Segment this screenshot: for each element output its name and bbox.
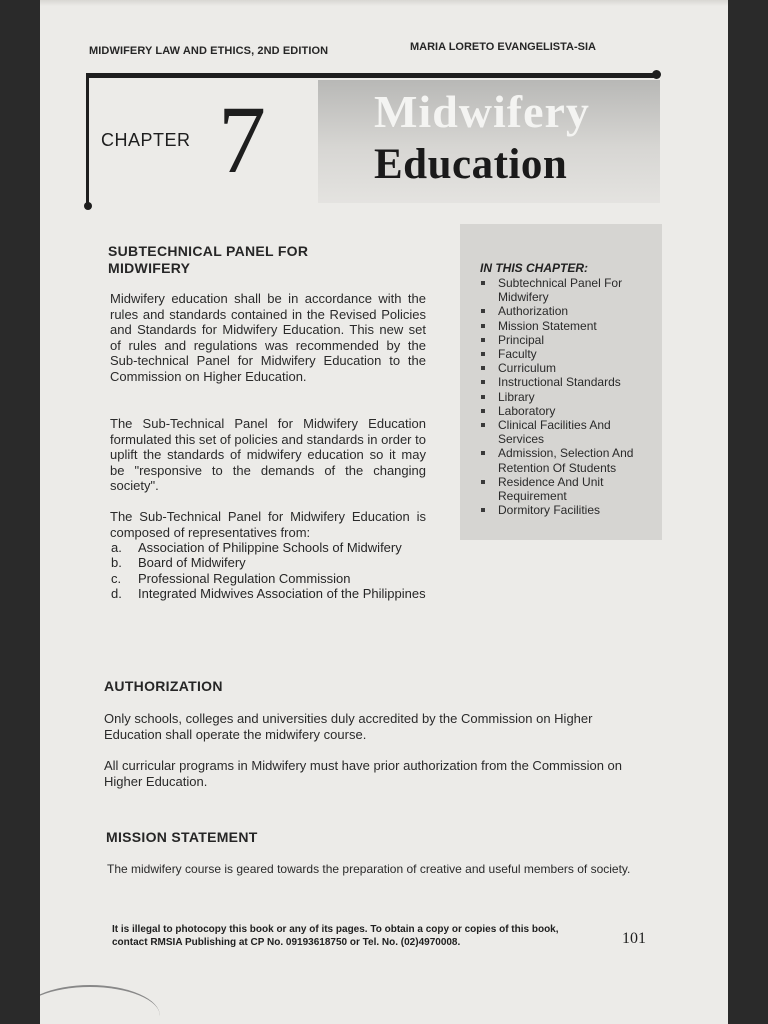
in-this-chapter-list xyxy=(480,276,660,517)
paragraph-subtechnical-1: Midwifery education shall be in accordance with the rules and standards contained in the Revised Policies and Standards for Midwifery Education. This new set of rules and regulations was recommended by the Sub-technical Panel for Midwifery Education to the Commission on Higher Education. xyxy=(110,291,426,384)
chapter-header-side-rule xyxy=(86,75,89,207)
running-header-author: MARIA LORETO EVANGELISTA-SIA xyxy=(410,41,596,53)
bullet-icon xyxy=(481,423,485,427)
section-heading-mission-statement: MISSION STATEMENT xyxy=(106,829,258,845)
list-item: Library xyxy=(480,390,660,404)
paragraph-subtechnical-2: The Sub-Technical Panel for Midwifery Education formulated this set of policies and standards in order to uplift the standards of midwifery education so it may be "responsive to the demands of the changing society". xyxy=(110,416,426,494)
chapter-header-side-rule-end xyxy=(84,202,92,210)
list-item: Faculty xyxy=(480,347,660,361)
chapter-number: 7 xyxy=(218,86,266,193)
bullet-icon xyxy=(481,324,485,328)
bullet-icon xyxy=(481,366,485,370)
section-heading-authorization: AUTHORIZATION xyxy=(104,678,223,694)
bullet-icon xyxy=(481,380,485,384)
bullet-icon xyxy=(481,309,485,313)
bullet-icon xyxy=(481,338,485,342)
bullet-icon xyxy=(481,281,485,285)
book-page xyxy=(40,0,728,1024)
paragraph-mission-1: The midwifery course is geared towards the preparation of creative and useful members of society. xyxy=(107,862,631,876)
bullet-icon xyxy=(481,508,485,512)
paragraph-subtechnical-3: The Sub-Technical Panel for Midwifery Education is composed of representatives from: xyxy=(110,509,426,540)
in-this-chapter-box xyxy=(460,224,662,540)
page-top-edge xyxy=(40,0,728,6)
list-item: a. Association of Philippine Schools of Midwifery xyxy=(111,540,402,555)
list-item: d. Integrated Midwives Association of the Philippines xyxy=(111,586,426,602)
chapter-title-line-1: Midwifery xyxy=(374,86,590,137)
running-header-book-title: MIDWIFERY LAW AND ETHICS, 2ND EDITION xyxy=(89,45,329,57)
bullet-icon xyxy=(481,480,485,484)
list-item: Residence And Unit Requirement xyxy=(480,475,660,503)
list-item: Instructional Standards xyxy=(480,375,660,389)
panel-member-list xyxy=(111,540,427,602)
bullet-icon xyxy=(481,451,485,455)
chapter-header-rule-end xyxy=(652,70,661,79)
list-item: Dormitory Facilities xyxy=(480,503,660,517)
chapter-label: CHAPTER xyxy=(101,130,191,150)
list-item: Admission, Selection And Retention Of Students xyxy=(480,446,660,474)
copyright-notice: It is illegal to photocopy this book or any of its pages. To obtain a copy or copies of this book, contact RMSIA Publishing at CP No. 09193618750 or Tel. No. (02)4970008. xyxy=(112,924,559,948)
chapter-title-line-2: Education xyxy=(374,141,568,188)
paragraph-authorization-2: All curricular programs in Midwifery must have prior authorization from the Commission on Higher Education. xyxy=(104,758,623,789)
bullet-icon xyxy=(481,352,485,356)
page-curl-shadow xyxy=(40,985,160,1024)
list-item: Curriculum xyxy=(480,361,660,375)
list-item: Clinical Facilities And Services xyxy=(480,418,660,446)
page-number: 101 xyxy=(622,930,646,947)
list-item: Authorization xyxy=(480,304,660,318)
list-item: Principal xyxy=(480,333,660,347)
list-item: c. Professional Regulation Commission xyxy=(111,570,351,586)
in-this-chapter-heading: IN THIS CHAPTER: xyxy=(480,261,588,275)
section-heading-subtechnical-panel: SUBTECHNICAL PANEL FOR MIDWIFERY xyxy=(108,243,309,276)
list-item: Mission Statement xyxy=(480,319,660,333)
list-item: b. Board of Midwifery xyxy=(111,555,246,571)
paragraph-authorization-1: Only schools, colleges and universities duly accredited by the Commission on Higher Education shall operate the midwifery course. xyxy=(104,711,593,742)
list-item: Subtechnical Panel For Midwifery xyxy=(480,276,660,304)
bullet-icon xyxy=(481,409,485,413)
list-item: Laboratory xyxy=(480,404,660,418)
chapter-header-rule xyxy=(86,73,658,78)
bullet-icon xyxy=(481,395,485,399)
